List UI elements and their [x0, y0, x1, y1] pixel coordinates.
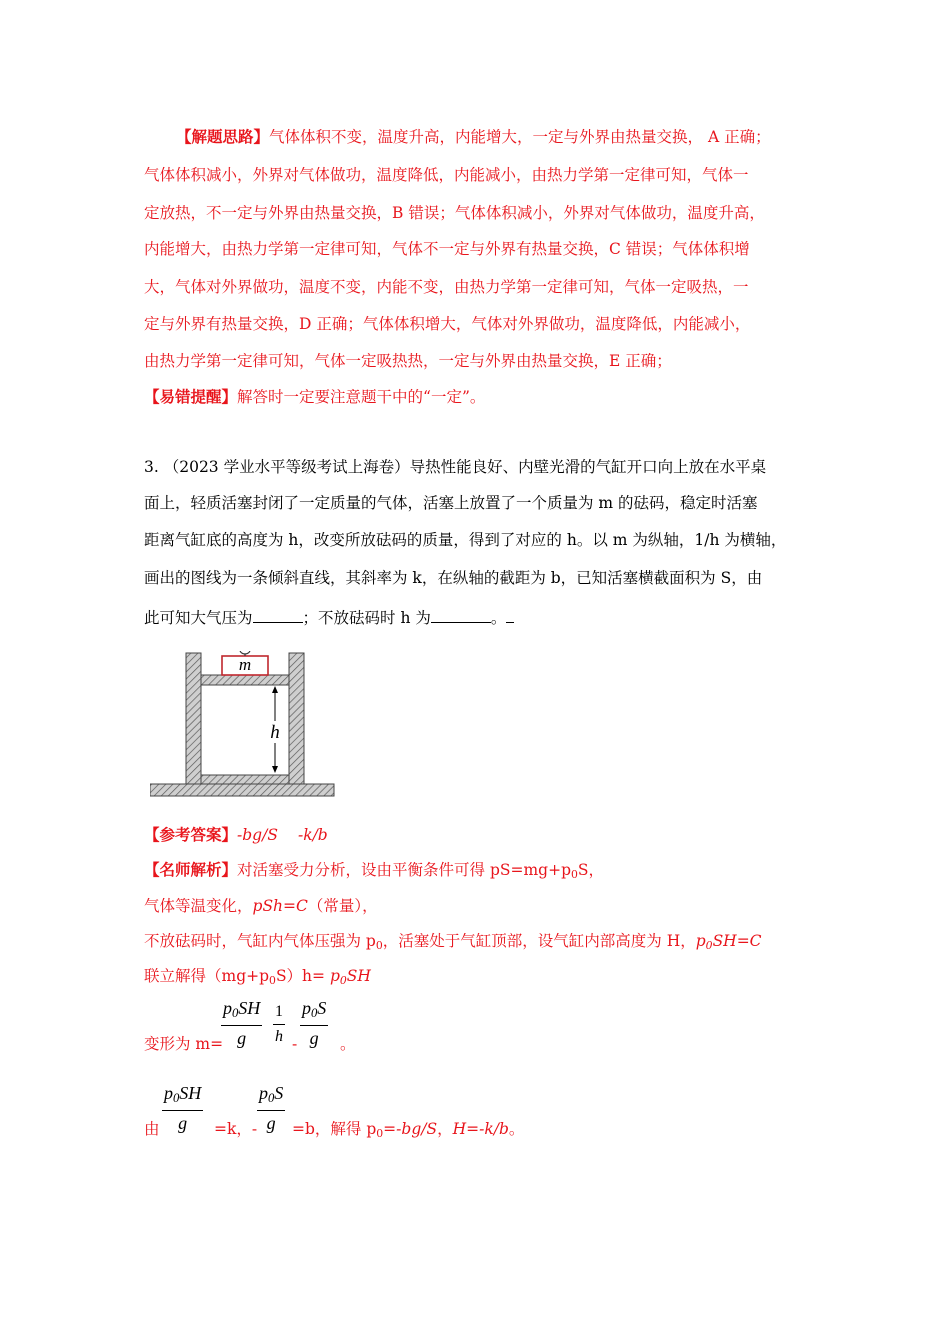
answer-blank-tail [506, 606, 514, 623]
question-line-3: 距离气缸底的高度为 h，改变所放砝码的质量，得到了对应的 h。以 m 为纵轴，1/h 为横轴， [144, 531, 787, 549]
fraction-one-over-h: $\frac{1}{h}$ [273, 1000, 285, 1049]
question-line-5 [144, 606, 514, 628]
fraction-p0S-over-g: $\frac{p_0S}{g}$ [302, 998, 327, 1048]
answer-blank-1[interactable] [253, 606, 303, 623]
analysis-line-3: 不放砝码时，气缸内气体压强为 $p_0$，活塞处于气缸顶部，设气缸内部高度为 H，$p_0SH=C$ [144, 932, 762, 952]
question-text-b: ；不放砝码时 h 为 [302, 609, 431, 627]
solution-idea-line-3: 定放热，不一定与外界由热量交换，B 错误；气体体积减小，外界对气体做功，温度升高， [144, 204, 765, 222]
cylinder-right-wall [289, 653, 304, 784]
height-label: h [270, 722, 280, 743]
table-base [150, 784, 334, 796]
solution-idea-text: 气体体积不变，温度升高，内能增大，一定与外界由热量交换， A 正确； [269, 128, 771, 146]
analysis-line-5-suffix: 。 [340, 1035, 356, 1053]
fraction-slope: $\frac{p_0SH}{g}$ [164, 1083, 202, 1133]
fraction-intercept: $\frac{p_0S}{g}$ [259, 1083, 284, 1133]
mass-label: m [238, 655, 252, 674]
question-text-c: 。 [490, 609, 507, 627]
piston [201, 675, 289, 685]
solution-idea-line-2: 气体体积减小，外界对气体做功，温度降低，内能减小，由热力学第一定律可知，气体一 [144, 166, 749, 184]
question-text-a: 此可知大气压为 [144, 609, 253, 627]
question-line-1: 3. （2023 学业水平等级考试上海卷）导热性能良好、内壁光滑的气缸开口向上放在水平桌 [144, 458, 767, 476]
analysis-line-6-result: =b，解得 $p_0=-bg/S$，H=-k/b。 [292, 1120, 525, 1140]
question-line-2: 面上，轻质活塞封闭了一定质量的气体，活塞上放置了一个质量为 m 的砝码，稳定时活塞 [144, 494, 758, 512]
solution-idea-line-4: 内能增大，由热力学第一定律可知，气体不一定与外界有热量交换，C 错误；气体体积增 [144, 240, 750, 258]
answer-value-1: -bg/S [237, 826, 278, 844]
cylinder-bottom [201, 775, 289, 784]
solution-idea-line-6: 定与外界有热量交换，D 正确；气体体积增大，气体对外界做功，温度降低，内能减小， [144, 315, 751, 333]
analysis-line-6-prefix: 由 [144, 1120, 160, 1138]
cylinder-diagram [150, 651, 336, 801]
analysis-line-1: 【名师解析】对活塞受力分析，设由平衡条件可得 $pS=mg+p_0S$， [144, 860, 605, 881]
answer-label: 【参考答案】 [144, 825, 238, 844]
fraction-p0SH-over-g: $\frac{p_0SH}{g}$ [223, 998, 261, 1048]
solution-idea-line-7: 由热力学第一定律可知，气体一定吸热热，一定与外界由热量交换，E 正确； [144, 352, 672, 370]
question-line-4: 画出的图线为一条倾斜直线，其斜率为 k，在纵轴的截距为 b，已知活塞横截面积为 S，由 [144, 569, 763, 587]
analysis-line-6-mid: =k，- [214, 1120, 258, 1138]
error-tip-text: 解答时一定要注意题干中的“一定”。 [237, 388, 486, 406]
analysis-line-4: 联立解得$(mg+p_0S)h= p_0SH$ [144, 967, 371, 987]
analysis-line-2: 气体等温变化，pSh=C（常量）， [144, 897, 378, 915]
solution-idea-line-1 [176, 127, 771, 147]
answer-blank-2[interactable] [431, 606, 491, 623]
weight-hook [240, 651, 250, 654]
cylinder-left-wall [186, 653, 201, 784]
error-tip-label: 【易错提醒】 [144, 387, 238, 406]
solution-idea-line-5: 大，气体对外界做功，温度不变，内能不变，由热力学第一定律可知，气体一定吸热，一 [144, 278, 749, 296]
minus-sign: - [292, 1035, 298, 1053]
answer-value-2: -k/b [297, 826, 328, 844]
solution-idea-label: 【解题思路】 [176, 127, 270, 146]
error-tip [144, 387, 485, 407]
reference-answer [144, 825, 328, 845]
analysis-line-5-prefix: 变形为 m= [144, 1035, 224, 1053]
analysis-label: 【名师解析】 [144, 860, 238, 879]
